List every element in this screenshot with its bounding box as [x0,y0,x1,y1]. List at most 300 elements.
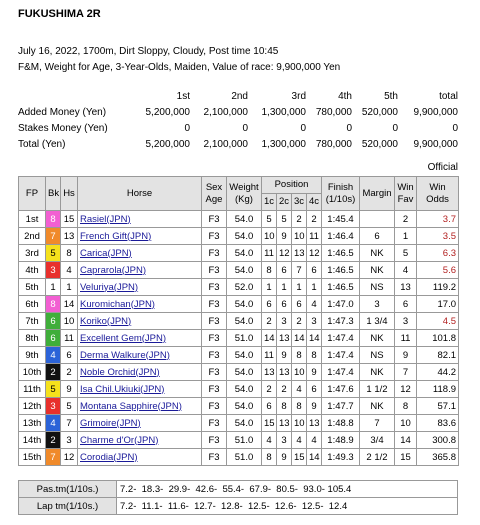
corner-4-cell: 6 [307,381,322,398]
horse-name-link[interactable]: Rasiel(JPN) [80,213,131,225]
corner-1-cell: 1 [262,279,277,296]
corner-2-cell: 6 [277,262,292,279]
header-position: Position [262,177,322,194]
bracket-cell: 8 [46,211,61,228]
bracket-cell: 3 [46,398,61,415]
prize-header: 5th [384,90,398,102]
sex-age-cell: F3 [202,262,227,279]
weight-cell: 52.0 [227,279,262,296]
corner-3-cell: 1 [292,279,307,296]
prize-value: 9,900,000 [413,138,458,150]
corner-1-cell: 4 [262,432,277,449]
horse-name-cell [78,347,202,364]
win-odds-cell: 365.8 [417,449,459,466]
horse-number-cell: 2 [61,364,78,381]
corner-2-cell: 6 [277,296,292,313]
win-fav-cell: 7 [395,364,417,381]
bracket-cell: 4 [46,415,61,432]
corner-2-cell: 3 [277,432,292,449]
prize-row-label: Added Money (Yen) [18,106,107,118]
header-bracket[interactable]: Bk [46,177,61,211]
win-fav-cell: 15 [395,449,417,466]
bracket-cell: 6 [46,330,61,347]
header-corner-3: 3c [292,194,307,211]
horse-name-link[interactable]: Excellent Gem(JPN) [80,332,167,344]
sex-age-cell: F3 [202,449,227,466]
prize-value: 780,000 [315,106,352,118]
corner-4-cell: 1 [307,279,322,296]
win-odds-cell: 44.2 [417,364,459,381]
win-fav-cell: 1 [395,228,417,245]
corner-1-cell: 11 [262,245,277,262]
finish-time-cell: 1:48.9 [322,432,360,449]
header-win-fav[interactable]: Win Fav [395,177,417,211]
finish-time-cell: 1:46.4 [322,228,360,245]
bracket-cell: 1 [46,279,61,296]
table-row [19,228,459,245]
prize-value: 0 [300,122,306,134]
weight-cell: 54.0 [227,347,262,364]
win-odds-cell: 82.1 [417,347,459,364]
corner-1-cell: 10 [262,228,277,245]
prize-row-label: Stakes Money (Yen) [18,122,108,134]
win-odds-cell: 4.5 [417,313,459,330]
prize-value: 1,300,000 [261,138,306,150]
corner-3-cell: 7 [292,262,307,279]
weight-cell: 54.0 [227,398,262,415]
corner-2-cell: 9 [277,347,292,364]
finish-position-cell: 10th [19,364,46,381]
sex-age-cell: F3 [202,245,227,262]
win-odds-cell: 118.9 [417,381,459,398]
horse-name-link[interactable]: Caprarola(JPN) [80,264,146,276]
results-table [18,176,459,466]
horse-name-link[interactable]: Isa Chil.Ukiuki(JPN) [80,383,165,395]
bracket-cell: 3 [46,262,61,279]
margin-cell: 3 [360,296,395,313]
horse-number-cell: 6 [61,347,78,364]
win-fav-cell: 9 [395,347,417,364]
finish-time-cell: 1:48.8 [322,415,360,432]
corner-4-cell: 9 [307,398,322,415]
weight-cell: 51.0 [227,330,262,347]
win-odds-cell: 3.5 [417,228,459,245]
added-money-row [18,104,458,120]
margin-cell: NK [360,245,395,262]
sex-age-cell: F3 [202,381,227,398]
horse-name-link[interactable]: Montana Sapphire(JPN) [80,400,182,412]
prize-header: 2nd [231,90,248,102]
horse-number-cell: 1 [61,279,78,296]
prize-value: 9,900,000 [413,106,458,118]
table-row [19,262,459,279]
finish-position-cell: 14th [19,432,46,449]
horse-name-cell [78,398,202,415]
table-row [19,449,459,466]
win-fav-cell: 12 [395,381,417,398]
win-fav-cell: 6 [395,296,417,313]
corner-4-cell: 4 [307,296,322,313]
results-header-row [19,177,459,194]
header-sex-age[interactable]: Sex Age [202,177,227,211]
win-fav-cell: 3 [395,313,417,330]
win-fav-cell: 5 [395,245,417,262]
prize-header: total [439,90,458,102]
lap-time-label: Lap tm(1/10s.) [19,498,117,515]
race-conditions-line2: F&M, Weight for Age, 3-Year-Olds, Maiden, Value of race: 9,900,000 Yen [18,62,341,73]
finish-time-cell: 1:49.3 [322,449,360,466]
weight-cell: 54.0 [227,381,262,398]
corner-2-cell: 8 [277,398,292,415]
sex-age-cell: F3 [202,398,227,415]
finish-time-cell: 1:46.5 [322,262,360,279]
passing-time-label: Pas.tm(1/10s.) [19,481,117,498]
horse-number-cell: 13 [61,228,78,245]
corner-1-cell: 6 [262,296,277,313]
finish-time-cell: 1:47.6 [322,381,360,398]
sex-age-cell: F3 [202,211,227,228]
win-odds-cell: 119.2 [417,279,459,296]
horse-name-cell [78,313,202,330]
header-corner-2: 2c [277,194,292,211]
corner-2-cell: 9 [277,228,292,245]
corner-3-cell: 8 [292,398,307,415]
header-corner-4: 4c [307,194,322,211]
prize-value: 1,300,000 [261,106,306,118]
table-row [19,432,459,449]
margin-cell: NS [360,279,395,296]
win-fav-cell: 11 [395,330,417,347]
corner-2-cell: 13 [277,330,292,347]
prize-value: 2,100,000 [203,106,248,118]
prize-header: 3rd [291,90,306,102]
table-row [19,364,459,381]
corner-3-cell: 10 [292,364,307,381]
bracket-cell: 5 [46,245,61,262]
bracket-cell: 4 [46,347,61,364]
horse-name-cell [78,262,202,279]
table-row [19,347,459,364]
prize-header: 4th [338,90,352,102]
corner-3-cell: 10 [292,415,307,432]
horse-number-cell: 9 [61,381,78,398]
finish-time-cell: 1:47.4 [322,364,360,381]
table-row [19,296,459,313]
corner-3-cell: 14 [292,330,307,347]
horse-name-cell [78,296,202,313]
horse-name-cell [78,381,202,398]
win-odds-cell: 5.6 [417,262,459,279]
win-odds-cell: 3.7 [417,211,459,228]
win-odds-cell: 101.8 [417,330,459,347]
win-fav-cell: 4 [395,262,417,279]
horse-name-cell [78,245,202,262]
prize-value: 0 [184,122,190,134]
table-row [19,211,459,228]
horse-name-cell [78,279,202,296]
corner-4-cell: 9 [307,364,322,381]
horse-number-cell: 11 [61,330,78,347]
sex-age-cell: F3 [202,364,227,381]
finish-position-cell: 5th [19,279,46,296]
corner-1-cell: 8 [262,262,277,279]
finish-time-cell: 1:46.5 [322,279,360,296]
table-row [19,330,459,347]
margin-cell: 7 [360,415,395,432]
horse-name-cell [78,211,202,228]
table-row [19,381,459,398]
sex-age-cell: F3 [202,330,227,347]
win-fav-cell: 14 [395,432,417,449]
bracket-cell: 8 [46,296,61,313]
finish-time-cell: 1:47.4 [322,347,360,364]
prize-value: 520,000 [361,106,398,118]
margin-cell: NK [360,330,395,347]
corner-1-cell: 5 [262,211,277,228]
header-finish[interactable]: Finish (1/10s) [322,177,360,211]
horse-name-cell [78,228,202,245]
corner-4-cell: 3 [307,313,322,330]
win-odds-cell: 6.3 [417,245,459,262]
weight-cell: 54.0 [227,262,262,279]
corner-4-cell: 2 [307,211,322,228]
corner-3-cell: 2 [292,313,307,330]
finish-position-cell: 9th [19,347,46,364]
bracket-cell: 7 [46,449,61,466]
header-margin[interactable]: Margin [360,177,395,211]
prize-value: 780,000 [315,138,352,150]
horse-number-cell: 7 [61,415,78,432]
sex-age-cell: F3 [202,296,227,313]
win-odds-cell: 300.8 [417,432,459,449]
table-row [19,398,459,415]
horse-number-cell: 3 [61,432,78,449]
margin-cell [360,211,395,228]
prize-value: 0 [452,122,458,134]
table-row [19,245,459,262]
results-body [19,211,459,466]
corner-4-cell: 4 [307,432,322,449]
finish-position-cell: 3rd [19,245,46,262]
win-odds-cell: 57.1 [417,398,459,415]
bracket-cell: 2 [46,432,61,449]
corner-4-cell: 14 [307,330,322,347]
prize-header: 1st [176,90,190,102]
corner-4-cell: 8 [307,347,322,364]
corner-2-cell: 5 [277,211,292,228]
horse-number-cell: 14 [61,296,78,313]
prize-value: 520,000 [361,138,398,150]
finish-position-cell: 11th [19,381,46,398]
margin-cell: 1 1/2 [360,381,395,398]
margin-cell: 2 1/2 [360,449,395,466]
horse-number-cell: 12 [61,449,78,466]
passing-time-values: 7.2- 18.3- 29.9- 42.6- 55.4- 67.9- 80.5- 93.0- 105.4 [117,481,458,498]
prize-value: 0 [392,122,398,134]
horse-name-cell [78,449,202,466]
finish-position-cell: 1st [19,211,46,228]
race-conditions-line1: July 16, 2022, 1700m, Dirt Sloppy, Cloudy, Post time 10:45 [18,46,279,57]
finish-time-cell: 1:47.3 [322,313,360,330]
margin-cell: NK [360,364,395,381]
margin-cell: NK [360,398,395,415]
horse-name-link[interactable]: Charme d'Or(JPN) [80,434,159,446]
corner-2-cell: 13 [277,415,292,432]
race-title: FUKUSHIMA 2R [18,8,101,20]
horse-number-cell: 8 [61,245,78,262]
bracket-cell: 6 [46,313,61,330]
official-label: Official [427,162,458,173]
header-weight[interactable]: Weight (Kg) [227,177,262,211]
weight-cell: 54.0 [227,211,262,228]
sex-age-cell: F3 [202,279,227,296]
horse-name-link[interactable]: Grimoire(JPN) [80,417,141,429]
horse-name-link[interactable]: Carica(JPN) [80,247,132,259]
horse-name-cell [78,432,202,449]
corner-2-cell: 9 [277,449,292,466]
corner-2-cell: 13 [277,364,292,381]
finish-position-cell: 12th [19,398,46,415]
prize-money-header-row [18,88,458,104]
win-fav-cell: 13 [395,279,417,296]
margin-cell: 6 [360,228,395,245]
lap-time-row [19,498,458,515]
horse-name-link[interactable]: French Gift(JPN) [80,230,152,242]
win-fav-cell: 8 [395,398,417,415]
sex-age-cell: F3 [202,415,227,432]
prize-row-label: Total (Yen) [18,138,66,150]
sex-age-cell: F3 [202,313,227,330]
table-row [19,415,459,432]
finish-position-cell: 13th [19,415,46,432]
finish-time-cell: 1:47.0 [322,296,360,313]
corner-2-cell: 2 [277,381,292,398]
horse-name-link[interactable]: Noble Orchid(JPN) [80,366,160,378]
header-win-odds[interactable]: Win Odds [417,177,459,211]
corner-3-cell: 8 [292,347,307,364]
finish-position-cell: 7th [19,313,46,330]
horse-number-cell: 10 [61,313,78,330]
prize-value: 5,200,000 [145,138,190,150]
prize-value: 0 [346,122,352,134]
win-odds-cell: 83.6 [417,415,459,432]
corner-2-cell: 3 [277,313,292,330]
split-times-table [18,480,458,515]
horse-name-link[interactable]: Derma Walkure(JPN) [80,349,170,361]
weight-cell: 54.0 [227,245,262,262]
bracket-cell: 2 [46,364,61,381]
corner-1-cell: 14 [262,330,277,347]
horse-name-cell [78,330,202,347]
weight-cell: 54.0 [227,228,262,245]
weight-cell: 54.0 [227,313,262,330]
total-money-row [18,136,458,152]
corner-2-cell: 1 [277,279,292,296]
corner-4-cell: 13 [307,415,322,432]
corner-1-cell: 11 [262,347,277,364]
sex-age-cell: F3 [202,347,227,364]
corner-1-cell: 2 [262,381,277,398]
horse-name-link[interactable]: Koriko(JPN) [80,315,132,327]
corner-3-cell: 6 [292,296,307,313]
weight-cell: 51.0 [227,449,262,466]
finish-time-cell: 1:45.4 [322,211,360,228]
bracket-cell: 7 [46,228,61,245]
finish-time-cell: 1:46.5 [322,245,360,262]
win-fav-cell: 10 [395,415,417,432]
finish-time-cell: 1:47.4 [322,330,360,347]
header-fp[interactable]: FP [19,177,46,211]
bracket-cell: 5 [46,381,61,398]
horse-name-cell [78,415,202,432]
corner-3-cell: 15 [292,449,307,466]
corner-1-cell: 2 [262,313,277,330]
corner-3-cell: 2 [292,211,307,228]
weight-cell: 54.0 [227,296,262,313]
table-row [19,279,459,296]
sex-age-cell: F3 [202,228,227,245]
finish-time-cell: 1:47.7 [322,398,360,415]
horse-name-link[interactable]: Corodia(JPN) [80,451,138,463]
margin-cell: 1 3/4 [360,313,395,330]
corner-3-cell: 4 [292,381,307,398]
margin-cell: 3/4 [360,432,395,449]
corner-3-cell: 10 [292,228,307,245]
finish-position-cell: 8th [19,330,46,347]
corner-4-cell: 12 [307,245,322,262]
prize-money-table [18,88,458,152]
header-horse[interactable]: Horse [78,177,202,211]
prize-value: 2,100,000 [203,138,248,150]
stakes-money-row [18,120,458,136]
horse-name-link[interactable]: Veluriya(JPN) [80,281,139,293]
weight-cell: 51.0 [227,432,262,449]
horse-name-cell [78,364,202,381]
corner-1-cell: 6 [262,398,277,415]
corner-4-cell: 14 [307,449,322,466]
weight-cell: 54.0 [227,415,262,432]
win-fav-cell: 2 [395,211,417,228]
corner-1-cell: 13 [262,364,277,381]
finish-position-cell: 2nd [19,228,46,245]
table-row [19,313,459,330]
weight-cell: 54.0 [227,364,262,381]
finish-position-cell: 15th [19,449,46,466]
finish-position-cell: 4th [19,262,46,279]
win-odds-cell: 17.0 [417,296,459,313]
corner-1-cell: 15 [262,415,277,432]
prize-value: 5,200,000 [145,106,190,118]
corner-3-cell: 13 [292,245,307,262]
margin-cell: NK [360,262,395,279]
horse-name-link[interactable]: Kuromichan(JPN) [80,298,155,310]
corner-4-cell: 11 [307,228,322,245]
header-horse-number[interactable]: Hs [61,177,78,211]
sex-age-cell: F3 [202,432,227,449]
corner-2-cell: 12 [277,245,292,262]
corner-1-cell: 8 [262,449,277,466]
prize-value: 0 [242,122,248,134]
corner-4-cell: 6 [307,262,322,279]
horse-number-cell: 15 [61,211,78,228]
margin-cell: NS [360,347,395,364]
horse-number-cell: 5 [61,398,78,415]
finish-position-cell: 6th [19,296,46,313]
horse-number-cell: 4 [61,262,78,279]
corner-3-cell: 4 [292,432,307,449]
lap-time-values: 7.2- 11.1- 11.6- 12.7- 12.8- 12.5- 12.6- 12.5- 12.4 [117,498,458,515]
passing-time-row [19,481,458,498]
